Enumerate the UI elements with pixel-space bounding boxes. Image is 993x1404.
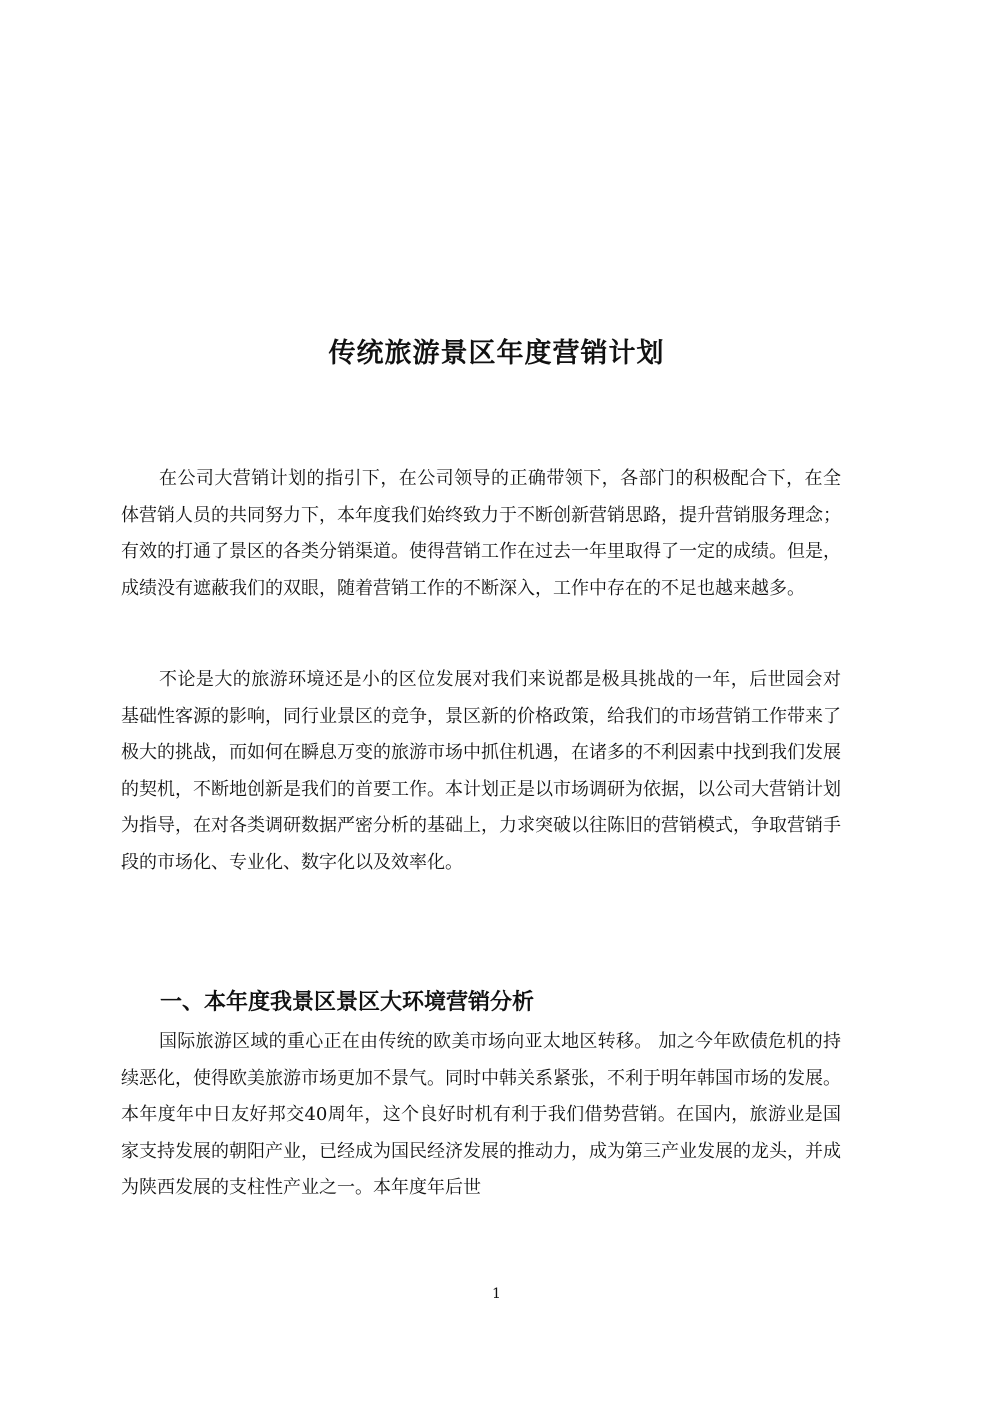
section-heading: 一、本年度我景区景区大环境营销分析 xyxy=(160,989,535,1015)
page-number: 1 xyxy=(492,1286,501,1302)
intro-paragraph-2: 不论是大的旅游环境还是小的区位发展对我们来说都是极具挑战的一年，后世园会对基础性客源的影响，同行业景区的竞争，景区新的价格政策，给我们的市场营销工作带来了极大的挑战，而如何在瞬息万变的旅游市场中抓住机遇，在诸多的不利因素中找到我们发展的契机，不断地创新是我们的首要工作。本计划正是以市场调研为依据，以公司大营销计划为指导，在对各类调研数据严密分析的基础上，力求突破以往陈旧的营销模式，争取营销手段的市场化、专业化、数字化以及效率化。 xyxy=(121,669,841,873)
section-paragraph: 国际旅游区域的重心正在由传统的欧美市场向亚太地区转移。 加之今年欧债危机的持续恶化，使得欧美旅游市场更加不景气。同时中韩关系紧张，不利于明年韩国市场的发展。本年度年中日友好邦交40周年，这个良好时机有利于我们借势营销。在国内，旅游业是国家支持发展的朝阳产业，已经成为国民经济发展的推动力，成为第三产业发展的龙头，并成为陕西发展的支柱性产业之一。本年度年后世 xyxy=(121,1031,841,1199)
intro-paragraph-1: 在公司大营销计划的指引下，在公司领导的正确带领下，各部门的积极配合下，在全体营销人员的共同努力下，本年度我们始终致力于不断创新营销思路，提升营销服务理念；有效的打通了景区的各类分销渠道。使得营销工作在过去一年里取得了一定的成绩。但是，成绩没有遮蔽我们的双眼，随着营销工作的不断深入，工作中存在的不足也越来越多。 xyxy=(121,468,841,599)
document-title: 传统旅游景区年度营销计划 xyxy=(328,338,665,369)
